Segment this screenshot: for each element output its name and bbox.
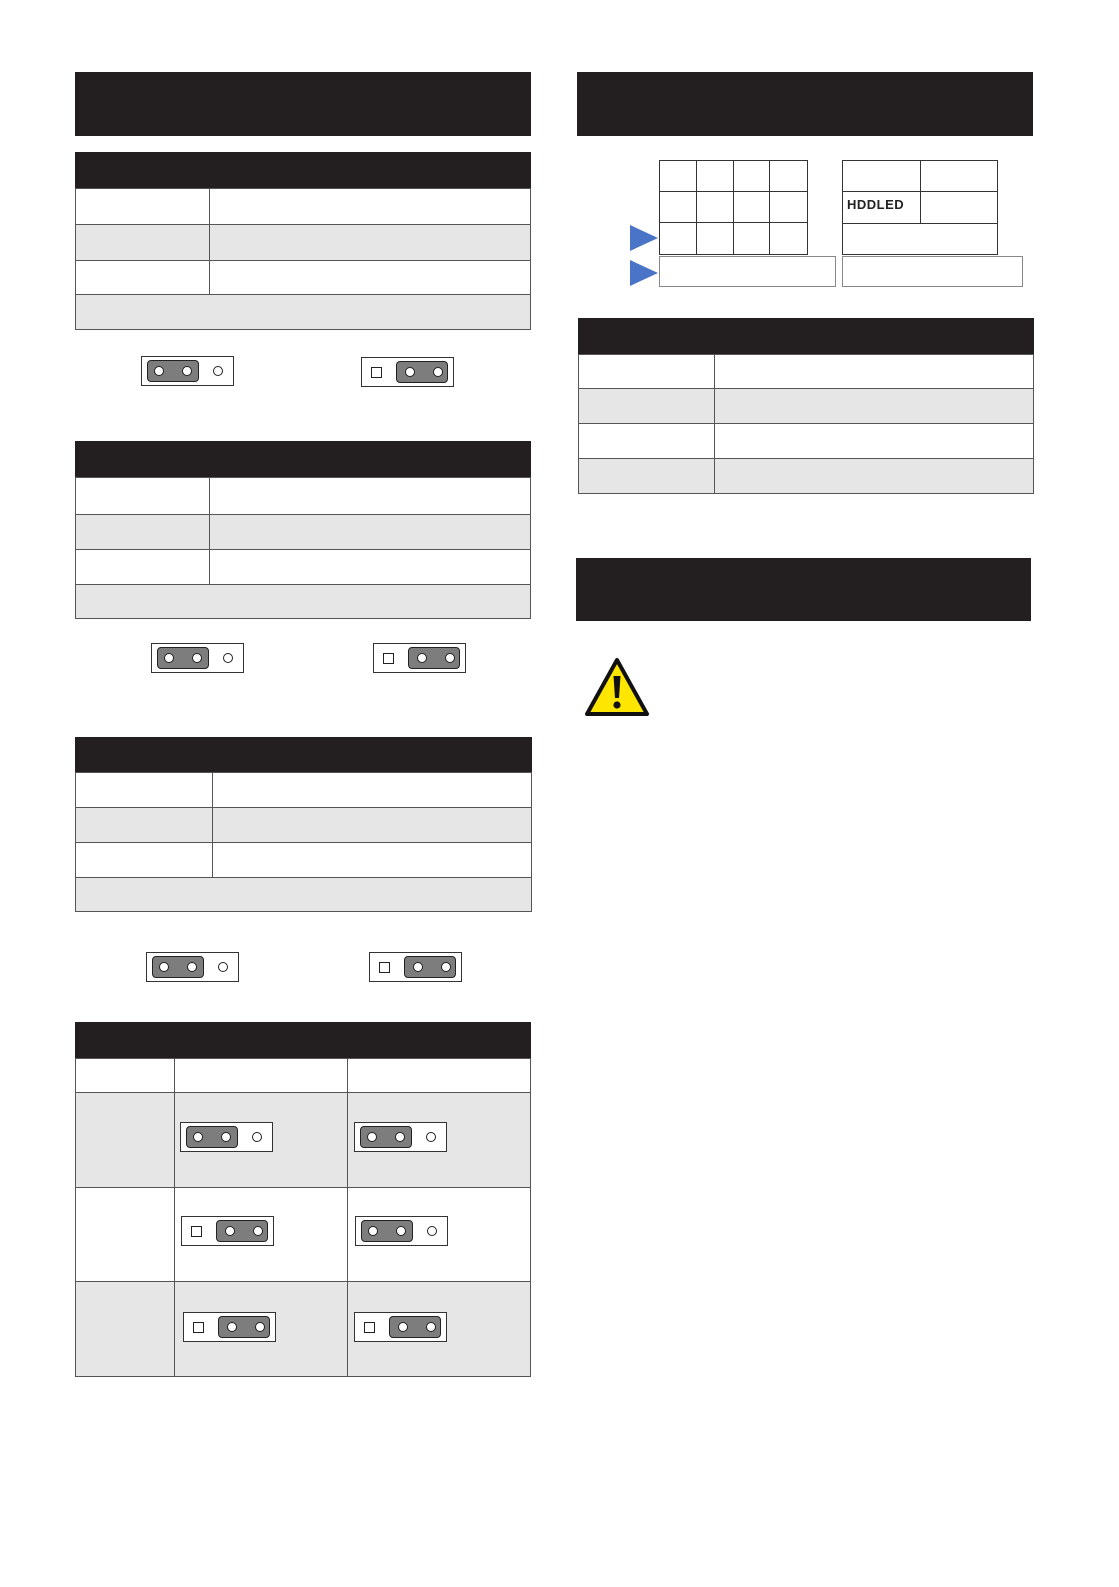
table-header bbox=[578, 318, 1034, 355]
table-cell bbox=[75, 1281, 176, 1377]
table-cell bbox=[75, 1092, 176, 1188]
pointer-arrow-icon bbox=[628, 223, 660, 253]
diagram-bottom-box bbox=[659, 256, 836, 287]
table-header bbox=[75, 737, 532, 773]
jumper-2-3-closed bbox=[369, 952, 462, 982]
table-cell bbox=[714, 388, 1034, 424]
table-cell bbox=[174, 1058, 349, 1093]
table-cell bbox=[75, 260, 211, 296]
jumper-2-3-closed bbox=[181, 1216, 274, 1246]
hddled-label: HDDLED bbox=[847, 198, 905, 209]
jumper-1-2-closed bbox=[354, 1122, 447, 1152]
jumper-2-3-closed bbox=[373, 643, 466, 673]
table-cell bbox=[209, 260, 531, 296]
table-cell bbox=[212, 842, 532, 878]
table-cell bbox=[212, 807, 532, 843]
table-cell bbox=[209, 514, 531, 550]
pointer-arrow-icon bbox=[628, 258, 660, 288]
table-cell bbox=[75, 1187, 176, 1282]
jumper-1-2-closed bbox=[180, 1122, 273, 1152]
table-cell bbox=[75, 1058, 176, 1093]
section-title-banner-2 bbox=[577, 72, 1033, 136]
table-note-row bbox=[75, 584, 531, 619]
table-header bbox=[75, 152, 531, 189]
table-header bbox=[75, 1022, 531, 1059]
table-note-row bbox=[75, 877, 532, 912]
table-cell bbox=[209, 188, 531, 225]
table-cell bbox=[75, 514, 211, 550]
table-cell bbox=[75, 807, 214, 843]
table-cell bbox=[578, 354, 716, 389]
table-cell bbox=[347, 1058, 531, 1093]
jumper-1-2-closed bbox=[355, 1216, 448, 1246]
warning-triangle-icon bbox=[584, 656, 650, 718]
section-title-banner-1 bbox=[75, 72, 531, 136]
jumper-2-3-closed bbox=[354, 1312, 447, 1342]
diagram-bottom-box bbox=[842, 256, 1023, 287]
jumper-1-2-closed bbox=[151, 643, 244, 673]
table-cell bbox=[209, 477, 531, 515]
table-cell bbox=[714, 354, 1034, 389]
table-header bbox=[75, 441, 531, 478]
jumper-2-3-closed bbox=[183, 1312, 276, 1342]
table-cell bbox=[75, 188, 211, 225]
table-cell bbox=[714, 423, 1034, 459]
section-title-banner-3 bbox=[576, 558, 1031, 621]
table-cell bbox=[714, 458, 1034, 494]
jumper-1-2-closed bbox=[141, 356, 234, 386]
table-cell bbox=[75, 842, 214, 878]
table-cell bbox=[578, 388, 716, 424]
table-cell bbox=[75, 224, 211, 261]
table-cell bbox=[578, 423, 716, 459]
table-note-row bbox=[75, 294, 531, 330]
table-cell bbox=[578, 458, 716, 494]
table-cell bbox=[209, 549, 531, 585]
table-cell bbox=[212, 772, 532, 808]
jumper-2-3-closed bbox=[361, 357, 454, 387]
table-cell bbox=[75, 772, 214, 808]
table-cell bbox=[209, 224, 531, 261]
jumper-1-2-closed bbox=[146, 952, 239, 982]
table-cell bbox=[75, 549, 211, 585]
table-cell bbox=[75, 477, 211, 515]
